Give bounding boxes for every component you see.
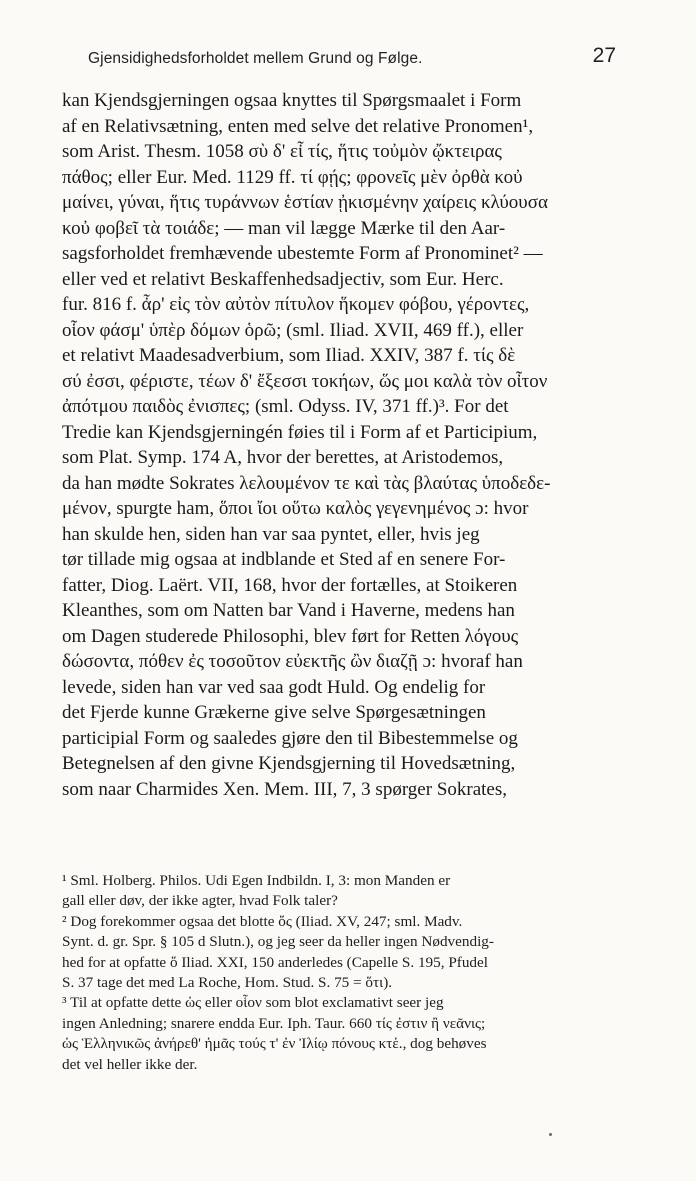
- text-line: han skulde hen, siden han var saa pyntet, eller, hvis jeg: [62, 523, 480, 545]
- text-line: σύ ἐσσι, φέριστε, τέων δ' ἔξεσσι τοκήων, ὥς μοι καλὰ τὸν οἶτον: [62, 370, 548, 392]
- text-line: et relativt Maadesadverbium, som Iliad. XXIV, 387 f. τίς δὲ: [62, 345, 516, 366]
- text-line: om Dagen studerede Philosophi, blev ført for Retten λόγους: [62, 625, 519, 647]
- text-line: tør tillade mig ogsaa at indblande et Sted af en senere For-: [62, 549, 506, 570]
- text-line: som naar Charmides Xen. Mem. III, 7, 3 spørger Sokrates,: [62, 778, 507, 800]
- text-line: μαίνει, γύναι, ἥτις τυράννων ἑστίαν ᾐκισμένην χαίρεις κλύουσα: [62, 192, 548, 213]
- footnote-line: Synt. d. gr. Spr. § 105 d Slutn.), og jeg seer da heller ingen Nødvendig-: [62, 933, 494, 951]
- text-line: som Plat. Symp. 174 A, hvor der berettes, at Aristodemos,: [62, 447, 504, 468]
- footnote-line: ³ Til at opfatte dette ὡς eller οἷον som blot exclamativt seer jeg: [62, 994, 444, 1012]
- paper-speck: [549, 1133, 552, 1136]
- text-line: da han mødte Sokrates λελουμένον τε καὶ τὰς βλαύτας ὑποδεδε-: [62, 472, 551, 494]
- text-line: af en Relativsætning, enten med selve det relative Pronomen¹,: [62, 115, 534, 137]
- page-number: 27: [592, 44, 616, 67]
- text-line: participial Form og saaledes gjøre den til Bibestemmelse og: [62, 727, 518, 749]
- footnote-line: S. 37 tage det med La Roche, Hom. Stud. S. 75 = ὅτι).: [62, 973, 393, 991]
- text-line: Kleanthes, som om Natten bar Vand i Haverne, medens han: [62, 600, 515, 621]
- footnote-line: ὡς Ἑλληνικῶς ἀνήρεθ' ἡμᾶς τούς τ' ἐν Ἰλίῳ πόνους κτἑ., dog behøves: [62, 1035, 487, 1053]
- footnote-line: ² Dog forekommer ogsaa det blotte ὅς (Iliad. XV, 247; sml. Madv.: [62, 912, 463, 930]
- text-line: ἀπότμου παιδὸς ἐνισπες; (sml. Odyss. IV, 371 ff.)³. For det: [62, 396, 509, 417]
- text-line: πάθος; eller Eur. Med. 1129 ff. τί φῄς; φρονεῖς μὲν ὀρθὰ κοὐ: [62, 166, 523, 188]
- text-line: sagsforholdet fremhævende ubestemte Form af Pronominet² —: [62, 243, 543, 264]
- text-line: Betegnelsen af den givne Kjendsgjerning til Hovedsætning,: [62, 753, 516, 774]
- text-line: det Fjerde kunne Grækerne give selve Spørgesætningen: [62, 702, 486, 723]
- main-text: [62, 88, 638, 802]
- text-line: kan Kjendsgjerningen ogsaa knyttes til Spørgsmaalet i Form: [62, 90, 522, 111]
- text-line: eller ved et relativt Beskaffenhedsadjectiv, som Eur. Herc.: [62, 268, 504, 290]
- text-line: fatter, Diog. Laërt. VII, 168, hvor der fortælles, at Stoikeren: [62, 574, 518, 596]
- page-header: [88, 44, 616, 74]
- footnotes: [62, 871, 638, 1075]
- text-line: fur. 816 f. ἆρ' εἰς τὸν αὐτὸν πίτυλον ἥκομεν φόβου, γέροντες,: [62, 294, 530, 315]
- running-title: Gjensidighedsforholdet mellem Grund og Følge.: [88, 50, 423, 67]
- footnote-line: gall eller døv, der ikke agter, hvad Folk taler?: [62, 892, 338, 910]
- text-line: som Arist. Thesm. 1058 σὺ δ' εἶ τίς, ἥτις τοὐμὸν ᾤκτειρας: [62, 141, 502, 162]
- footnote-line: ingen Anledning; snarere endda Eur. Iph. Taur. 660 τίς ἐστιν ἢ νεᾶνις;: [62, 1014, 486, 1032]
- text-line: levede, siden han var ved saa godt Huld. Og endelig for: [62, 676, 486, 698]
- text-line: Tredie kan Kjendsgjerningén føies til i Form af et Participium,: [62, 421, 538, 443]
- text-line: μένον, spurgte ham, ὅποι ἴοι οὕτω καλὸς γεγενημένος ɔ: hvor: [62, 498, 529, 519]
- footnote-line: det vel heller ikke der.: [62, 1055, 198, 1073]
- footnote-line: hed for at opfatte ὅ Iliad. XXI, 150 anderledes (Capelle S. 195, Pfudel: [62, 953, 488, 971]
- text-line: οἷον φάσμ' ὑπὲρ δόμων ὁρῶ; (sml. Iliad. XVII, 469 ff.), eller: [62, 319, 524, 341]
- text-line: κοὐ φοβεῖ τὰ τοιάδε; — man vil lægge Mærke til den Aar-: [62, 217, 506, 239]
- text-line: δώσοντα, πόθεν ἐς τοσοῦτον εὐεκτῆς ὢν διαζῇ ɔ: hvoraf han: [62, 651, 523, 672]
- footnote-line: ¹ Sml. Holberg. Philos. Udi Egen Indbildn. I, 3: mon Manden er: [62, 872, 451, 889]
